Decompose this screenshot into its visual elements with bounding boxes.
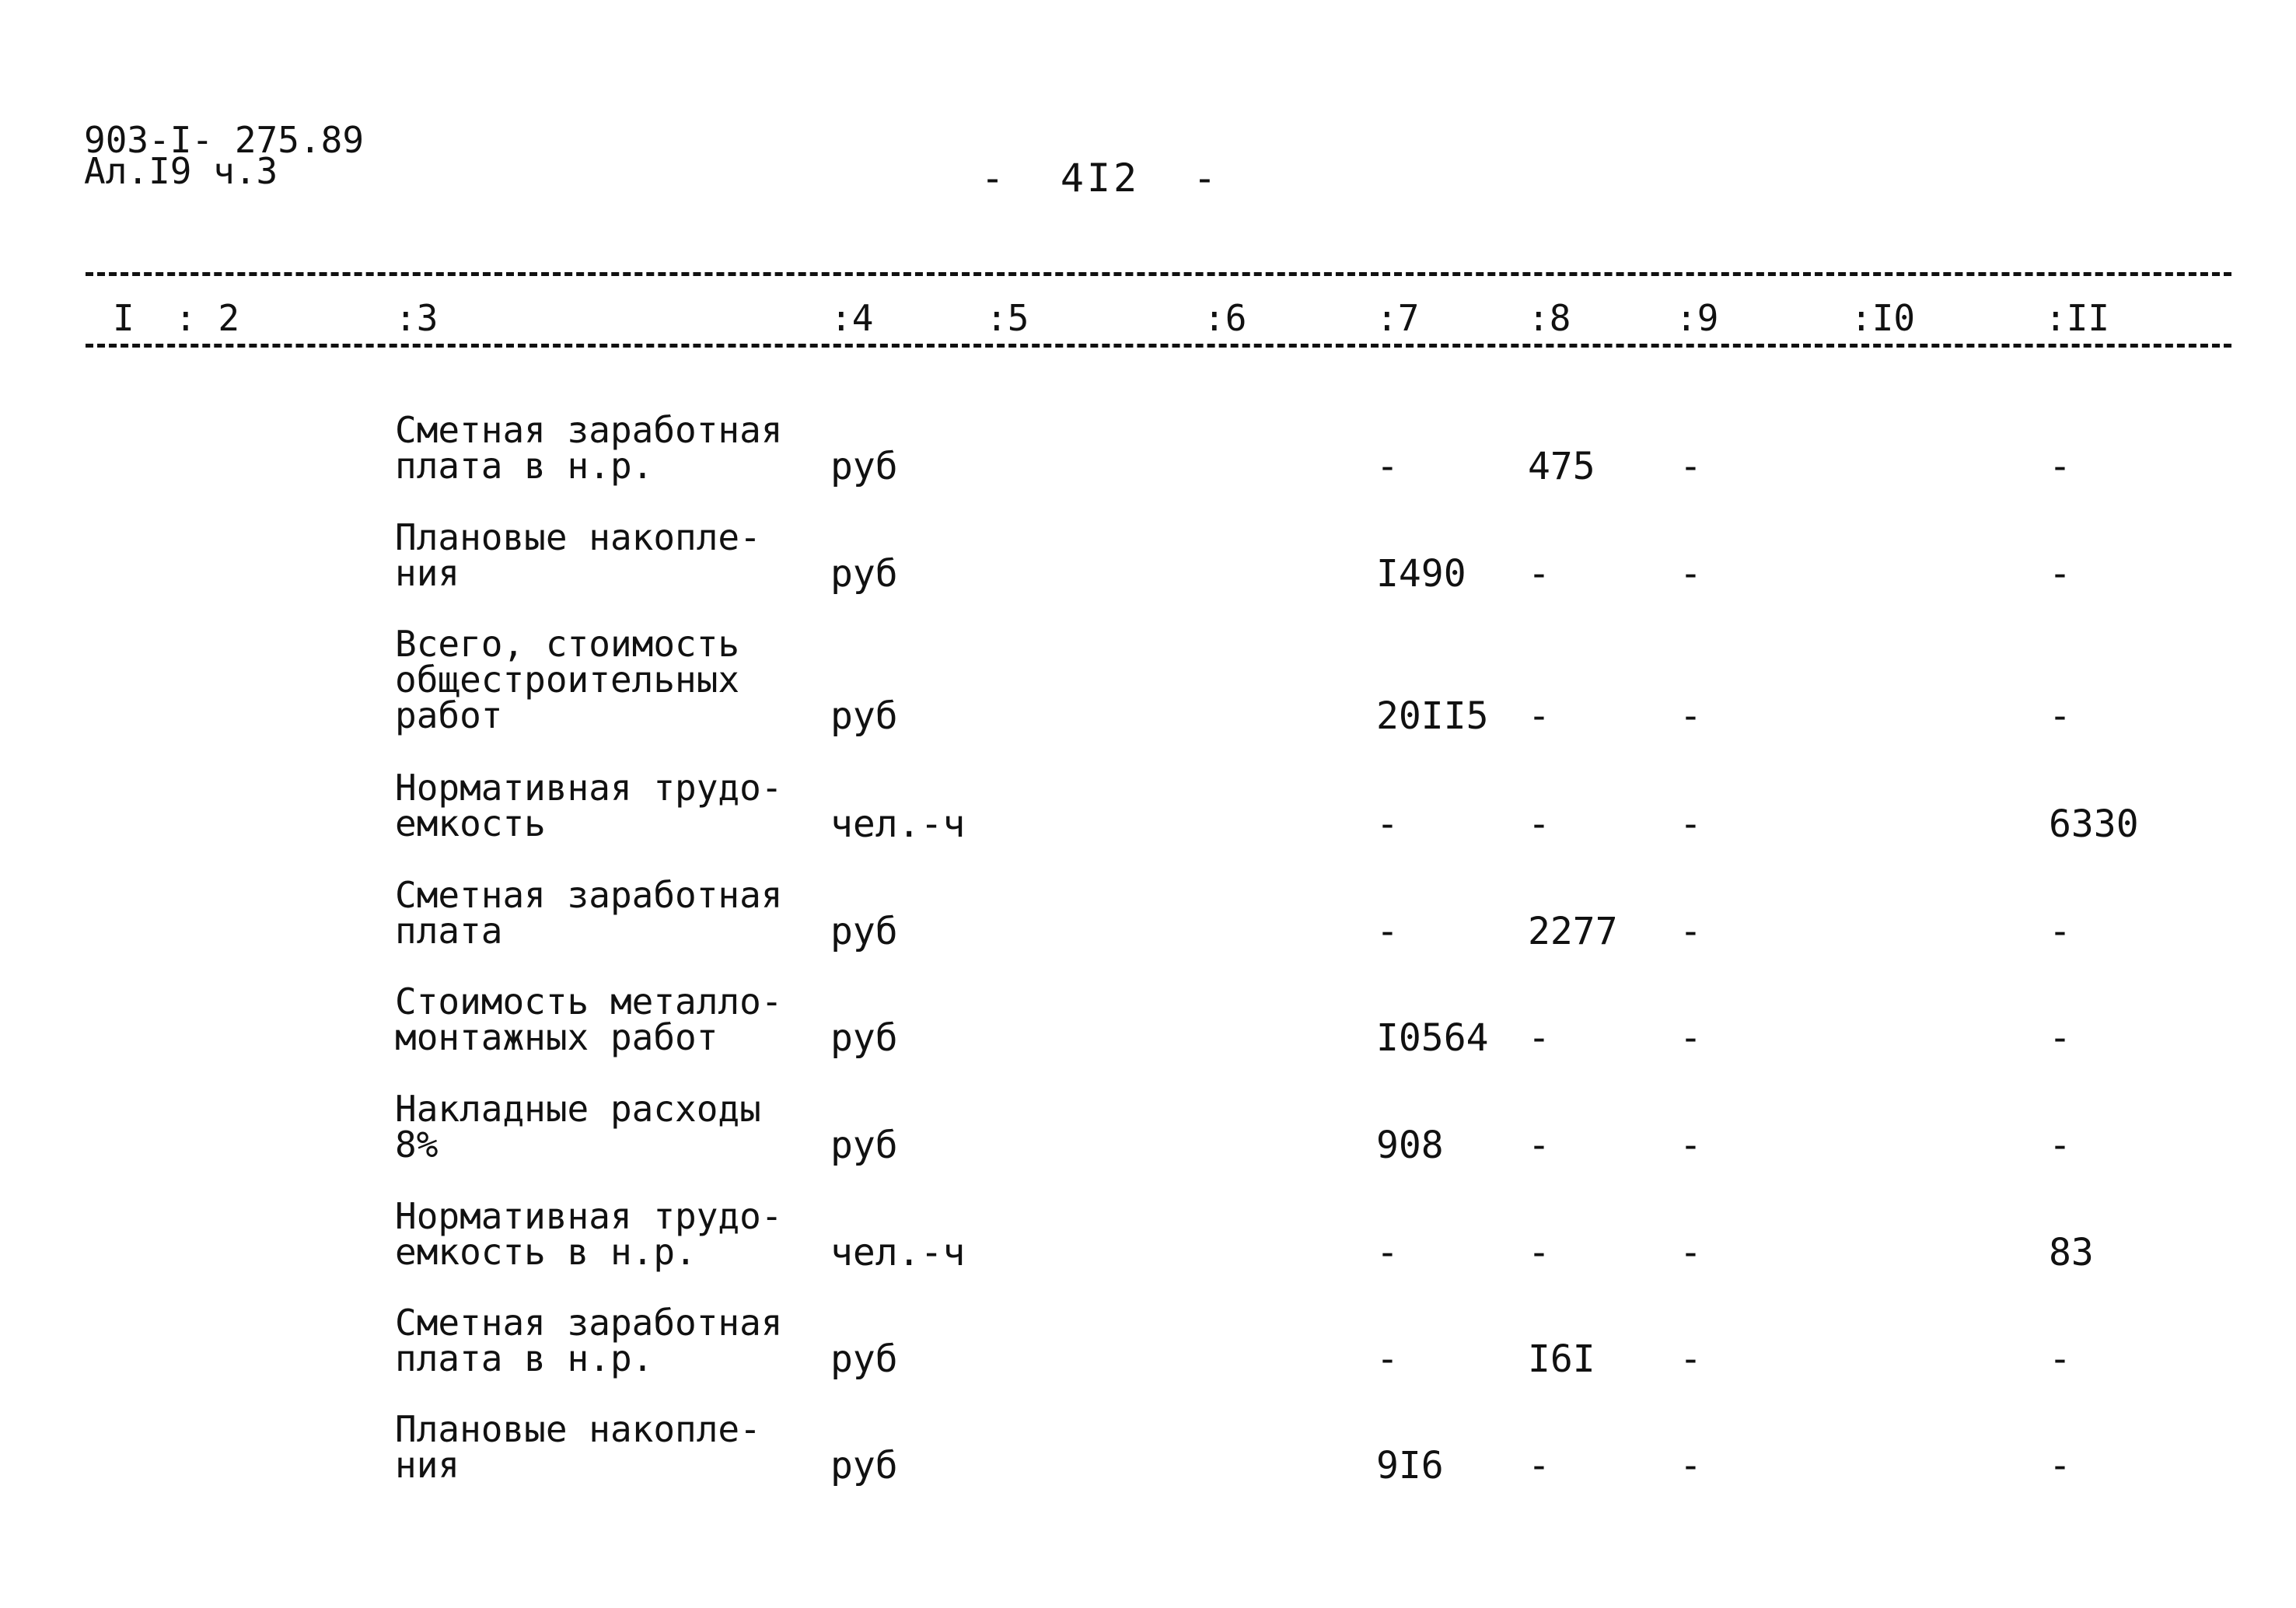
column-header-6: :6 bbox=[1204, 297, 1247, 339]
column-header-10: :I0 bbox=[1850, 297, 1916, 339]
column-7-cell: 9I6 bbox=[1376, 1444, 1444, 1487]
column-7-cell: I490 bbox=[1376, 552, 1466, 596]
column-11-cell: - bbox=[2049, 1016, 2071, 1060]
unit-cell: чел.-ч bbox=[830, 802, 966, 846]
row-label-line: монтажных работ bbox=[395, 1016, 718, 1058]
unit-cell: руб bbox=[830, 1337, 898, 1381]
unit-cell: чел.-ч bbox=[830, 1231, 966, 1274]
column-8-cell: - bbox=[1528, 1016, 1550, 1060]
sheet-reference: Ал.I9 ч.3 bbox=[84, 150, 278, 192]
row-label-line: Накладные расходы bbox=[395, 1088, 761, 1130]
document-code bbox=[84, 119, 365, 192]
column-11-cell: - bbox=[2049, 694, 2071, 738]
column-8-cell: - bbox=[1528, 1124, 1550, 1167]
column-header-4: :4 bbox=[830, 297, 874, 339]
column-8-cell: 2277 bbox=[1528, 910, 1618, 953]
column-11-cell: - bbox=[2049, 1124, 2071, 1167]
column-9-cell: - bbox=[1679, 1337, 1702, 1381]
column-8-cell: - bbox=[1528, 694, 1550, 738]
document-number: 903-I- 275.89 bbox=[84, 119, 365, 161]
column-header-11: :II bbox=[2045, 297, 2110, 339]
column-9-cell: - bbox=[1679, 1444, 1702, 1487]
row-label-line: Сметная заработная bbox=[395, 1302, 783, 1344]
row-label bbox=[395, 1195, 783, 1273]
column-8-cell: 475 bbox=[1528, 445, 1595, 488]
column-header-7: :7 bbox=[1376, 297, 1420, 339]
column-7-cell: 20II5 bbox=[1376, 694, 1489, 738]
column-9-cell: - bbox=[1679, 1231, 1702, 1274]
row-label bbox=[395, 1088, 761, 1166]
column-11-cell: - bbox=[2049, 1444, 2071, 1487]
column-11-cell: - bbox=[2049, 910, 2071, 953]
row-label bbox=[395, 767, 783, 844]
row-label bbox=[395, 1408, 761, 1486]
column-header-5: :5 bbox=[986, 297, 1029, 339]
table-header-rule bbox=[86, 344, 2231, 348]
column-7-cell: - bbox=[1376, 910, 1399, 953]
row-label bbox=[395, 874, 783, 952]
row-label-line: емкость bbox=[395, 802, 546, 844]
row-label-line: Нормативная трудо- bbox=[395, 767, 783, 809]
row-label bbox=[395, 623, 740, 736]
unit-cell: руб bbox=[830, 445, 898, 488]
column-header-8: :8 bbox=[1528, 297, 1571, 339]
column-8-cell: I6I bbox=[1528, 1337, 1595, 1381]
row-label bbox=[395, 1302, 783, 1379]
row-label-line: работ bbox=[395, 694, 503, 736]
column-9-cell: - bbox=[1679, 552, 1702, 596]
column-9-cell: - bbox=[1679, 910, 1702, 953]
row-label-line: Всего, стоимость bbox=[395, 623, 740, 665]
row-label bbox=[395, 981, 783, 1058]
row-label-line: Нормативная трудо- bbox=[395, 1195, 783, 1237]
column-9-cell: - bbox=[1679, 1016, 1702, 1060]
row-label-line: Сметная заработная bbox=[395, 874, 783, 916]
column-9-cell: - bbox=[1679, 694, 1702, 738]
column-7-cell: - bbox=[1376, 445, 1399, 488]
column-8-cell: - bbox=[1528, 1444, 1550, 1487]
column-11-cell: - bbox=[2049, 445, 2071, 488]
column-7-cell: 908 bbox=[1376, 1124, 1444, 1167]
row-label-line: Сметная заработная bbox=[395, 409, 783, 451]
column-8-cell: - bbox=[1528, 1231, 1550, 1274]
unit-cell: руб bbox=[830, 694, 898, 738]
row-label-line: Плановые накопле- bbox=[395, 516, 761, 558]
column-8-cell: - bbox=[1528, 802, 1550, 846]
row-label-line: общестроительных bbox=[395, 659, 740, 701]
row-label-line: 8% bbox=[395, 1124, 439, 1166]
column-11-cell: 83 bbox=[2049, 1231, 2094, 1274]
row-label bbox=[395, 516, 761, 594]
column-header-1: I bbox=[113, 297, 135, 339]
row-label-line: ния bbox=[395, 552, 460, 594]
column-11-cell: - bbox=[2049, 552, 2071, 596]
unit-cell: руб bbox=[830, 1444, 898, 1487]
column-header-9: :9 bbox=[1676, 297, 1719, 339]
column-header-3: :3 bbox=[395, 297, 439, 339]
column-9-cell: - bbox=[1679, 802, 1702, 846]
row-label bbox=[395, 409, 783, 487]
row-label-line: плата в н.р. bbox=[395, 445, 654, 487]
column-9-cell: - bbox=[1679, 1124, 1702, 1167]
row-label-line: ния bbox=[395, 1444, 460, 1486]
column-header-2: : 2 bbox=[175, 297, 240, 339]
row-label-line: Плановые накопле- bbox=[395, 1408, 761, 1450]
column-7-cell: - bbox=[1376, 1337, 1399, 1381]
unit-cell: руб bbox=[830, 1016, 898, 1060]
row-label-line: Стоимость металло- bbox=[395, 981, 783, 1022]
column-7-cell: I0564 bbox=[1376, 1016, 1489, 1060]
table-top-rule bbox=[86, 272, 2231, 276]
column-11-cell: - bbox=[2049, 1337, 2071, 1381]
unit-cell: руб bbox=[830, 552, 898, 596]
row-label-line: емкость в н.р. bbox=[395, 1231, 697, 1273]
column-9-cell: - bbox=[1679, 445, 1702, 488]
row-label-line: плата bbox=[395, 910, 503, 952]
column-8-cell: - bbox=[1528, 552, 1550, 596]
column-7-cell: - bbox=[1376, 1231, 1399, 1274]
page-number: - 4I2 - bbox=[980, 156, 1220, 201]
unit-cell: руб bbox=[830, 1124, 898, 1167]
column-7-cell: - bbox=[1376, 802, 1399, 846]
row-label-line: плата в н.р. bbox=[395, 1337, 654, 1379]
unit-cell: руб bbox=[830, 910, 898, 953]
column-11-cell: 6330 bbox=[2049, 802, 2139, 846]
